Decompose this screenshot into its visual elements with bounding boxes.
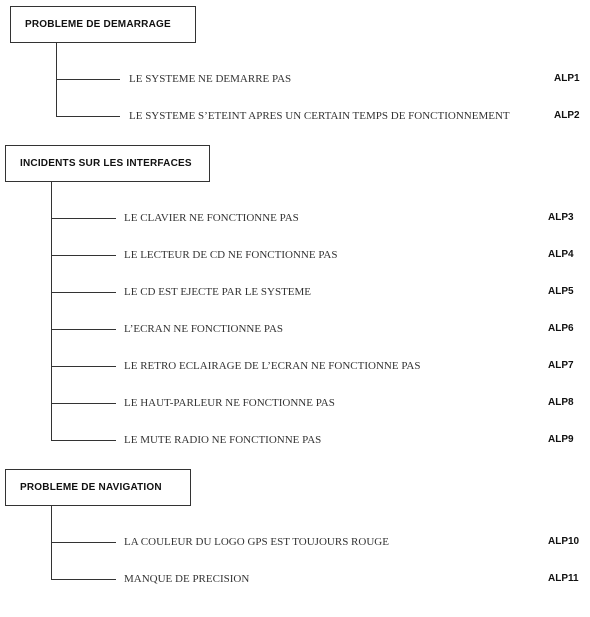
tree-branch: [56, 116, 120, 117]
section-header: [5, 145, 210, 182]
list-item-text: L’ECRAN NE FONCTIONNE PAS: [124, 323, 284, 335]
list-item-code: ALP6: [548, 323, 574, 334]
section-header: [5, 469, 191, 506]
tree-trunk: [56, 43, 57, 117]
list-item-text: MANQUE DE PRECISION: [124, 573, 250, 585]
tree-branch: [51, 366, 116, 367]
section-header: [10, 6, 196, 43]
tree-branch: [51, 579, 116, 580]
tree-branch: [51, 292, 116, 293]
section-title: PROBLEME DE DEMARRAGE: [25, 19, 171, 30]
list-item-code: ALP10: [548, 536, 580, 547]
list-item-code: ALP11: [548, 573, 579, 584]
section-title: INCIDENTS SUR LES INTERFACES: [20, 158, 192, 169]
list-item-text: LE HAUT-PARLEUR NE FONCTIONNE PAS: [124, 397, 335, 409]
tree-branch: [51, 255, 116, 256]
tree-branch: [51, 218, 116, 219]
tree-branch: [51, 542, 116, 543]
list-item-code: ALP8: [548, 397, 574, 408]
list-item-code: ALP3: [548, 212, 574, 223]
tree-branch: [51, 329, 116, 330]
list-item-text: LA COULEUR DU LOGO GPS EST TOUJOURS ROUGE: [124, 536, 389, 548]
list-item-code: ALP2: [554, 110, 580, 121]
list-item-text: LE CLAVIER NE FONCTIONNE PAS: [124, 212, 299, 224]
list-item-text: LE LECTEUR DE CD NE FONCTIONNE PAS: [124, 249, 338, 261]
list-item-code: ALP7: [548, 360, 574, 371]
list-item-code: ALP4: [548, 249, 574, 260]
list-item-text: LE MUTE RADIO NE FONCTIONNE PAS: [124, 434, 322, 446]
tree-branch: [51, 440, 116, 441]
list-item-code: ALP5: [548, 286, 574, 297]
section-title: PROBLEME DE NAVIGATION: [20, 482, 162, 493]
list-item-text: LE CD EST EJECTE PAR LE SYSTEME: [124, 286, 312, 298]
list-item-text: LE RETRO ECLAIRAGE DE L’ECRAN NE FONCTIONNE PAS: [124, 360, 421, 372]
tree-branch: [51, 403, 116, 404]
list-item-code: ALP1: [554, 73, 580, 84]
list-item-text: LE SYSTEME NE DEMARRE PAS: [129, 73, 292, 85]
list-item-code: ALP9: [548, 434, 574, 445]
list-item-text: LE SYSTEME S’ETEINT APRES UN CERTAIN TEMPS DE FONCTIONNEMENT: [129, 110, 510, 122]
tree-trunk: [51, 506, 52, 580]
tree-branch: [56, 79, 120, 80]
